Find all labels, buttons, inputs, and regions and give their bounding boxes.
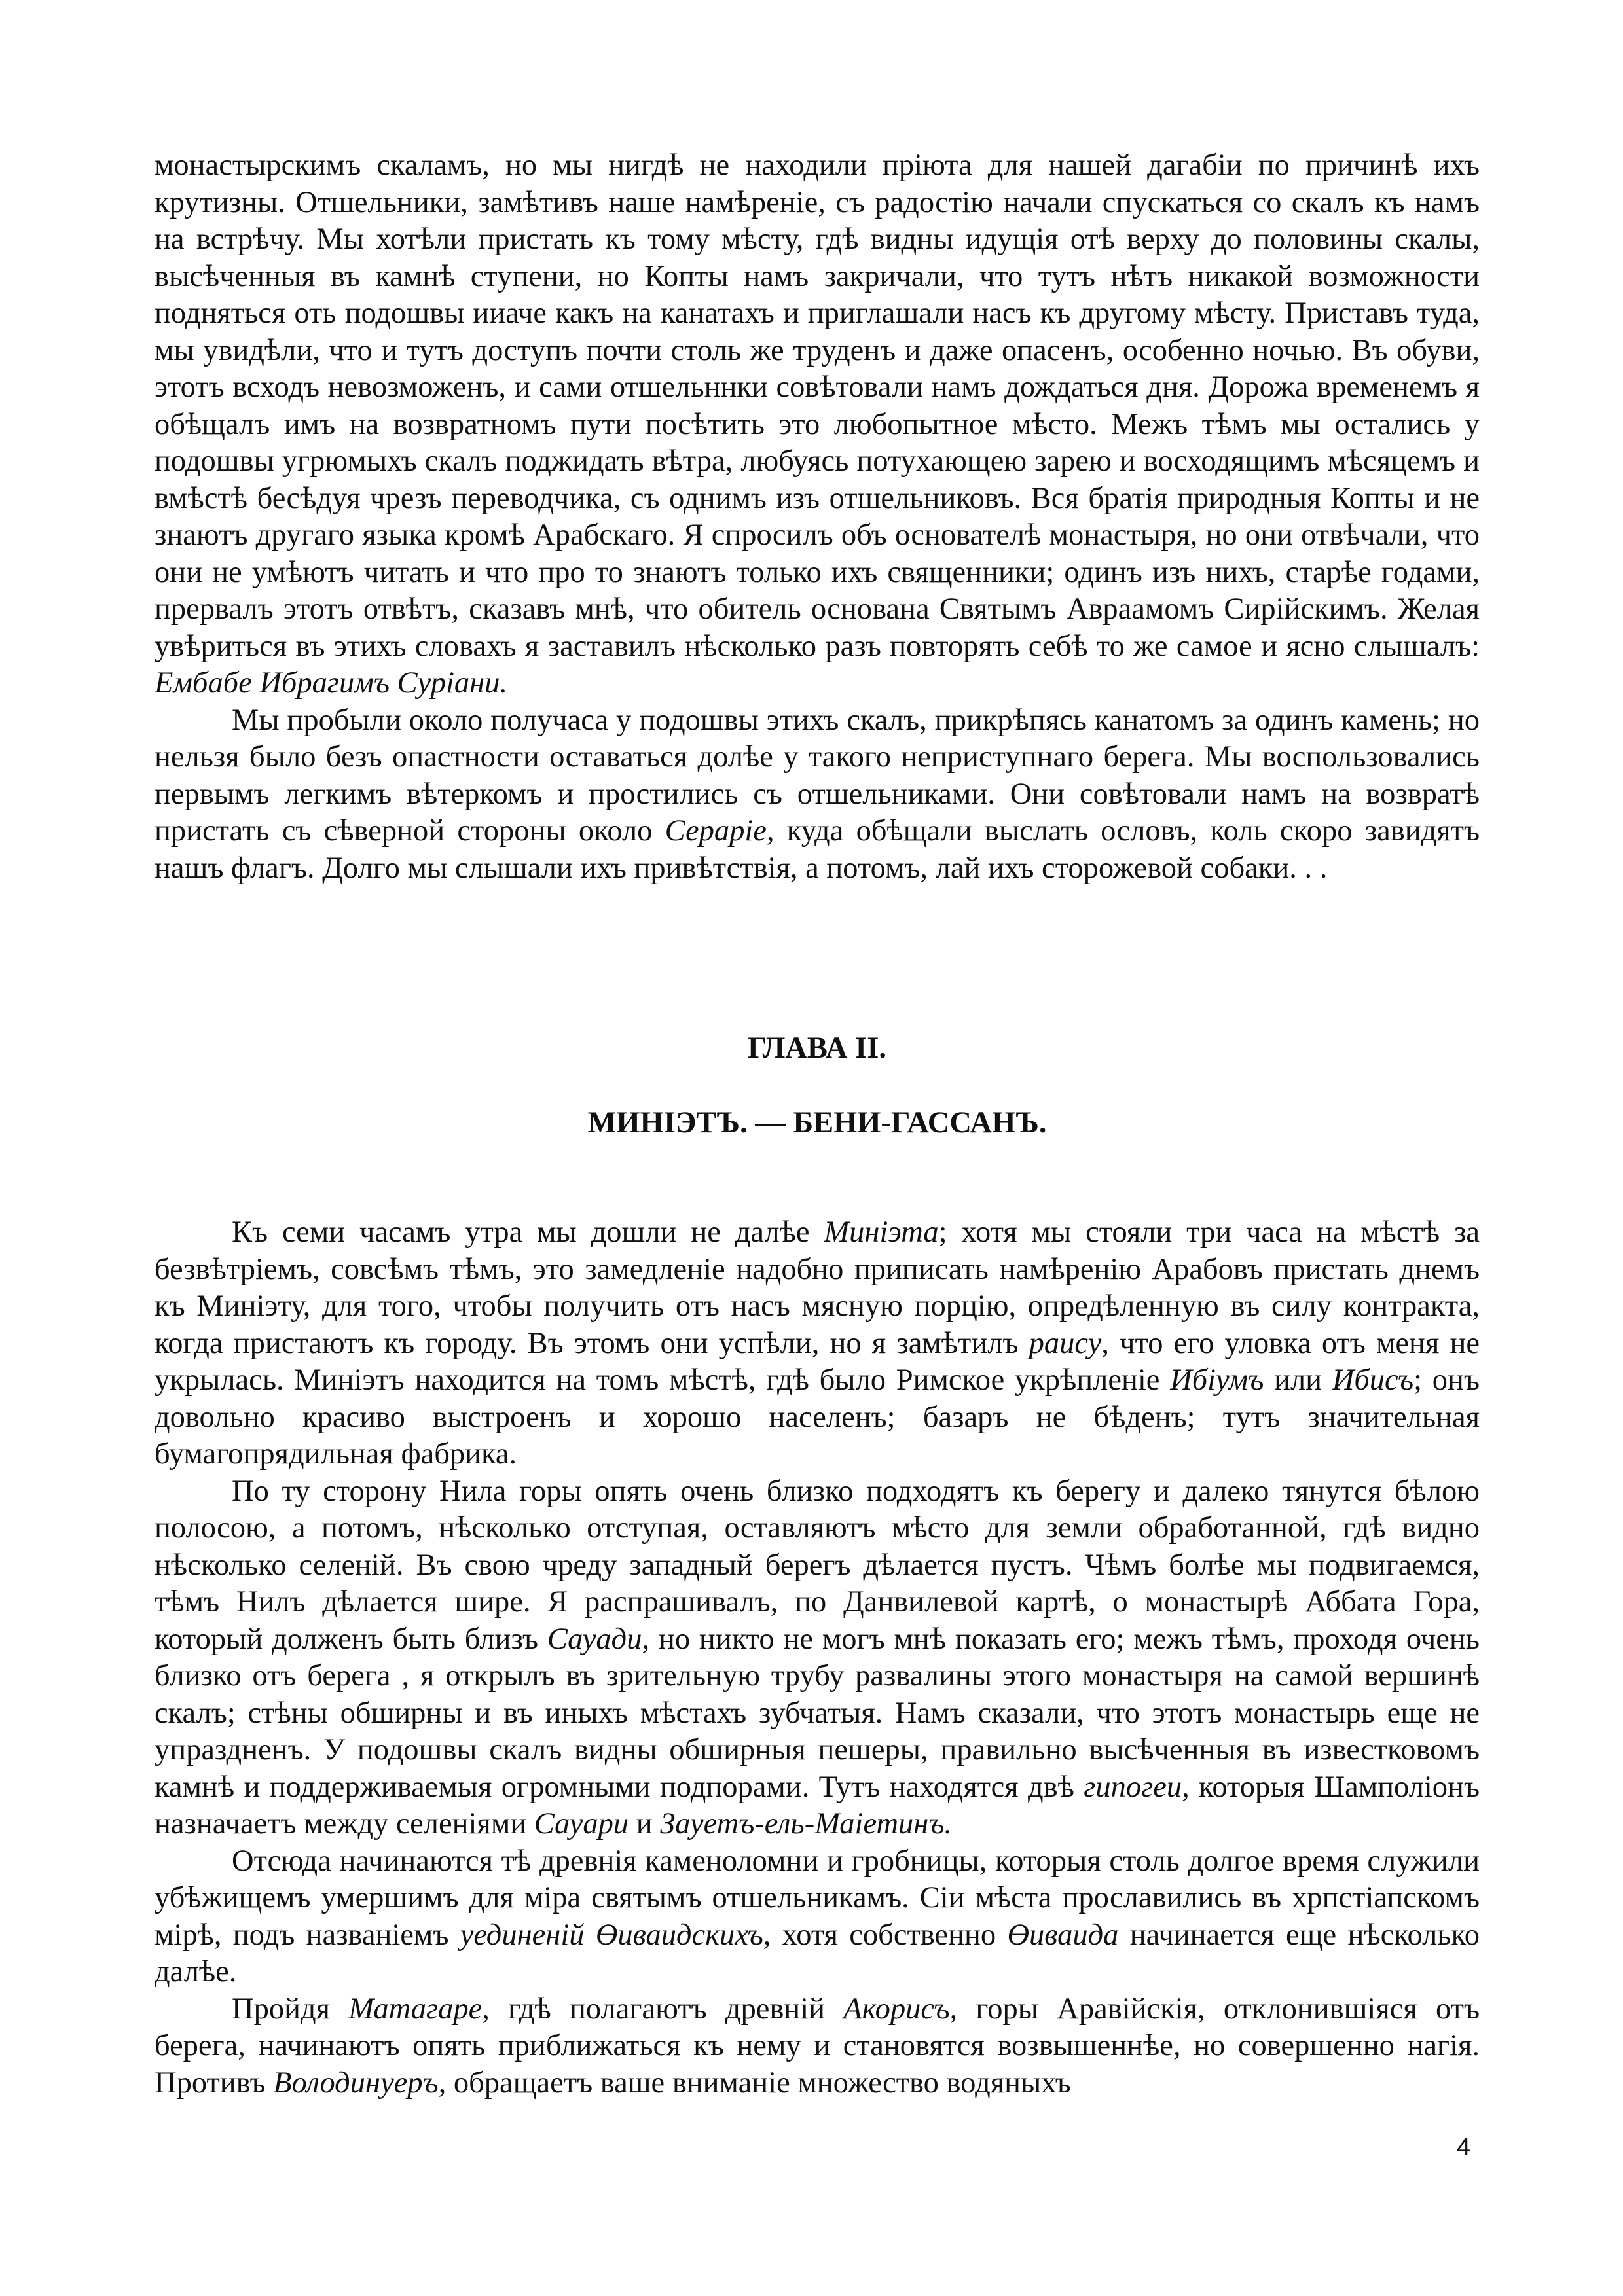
italic-text: раису [1029, 1326, 1102, 1360]
paragraph-quarries-tombs [155, 1843, 1480, 1991]
italic-text: Миніэта [824, 1215, 939, 1249]
text-run: начинается еще нѣсколько далѣе. [155, 1918, 1480, 1988]
text-run: По ту сторону Нила горы опять очень близко подходятъ къ берегу и далеко тянутся бѣлою полосою, а потомъ, нѣсколько отступая, оставляютъ мѣсто для земли обработанной, гдѣ видно нѣсколько селеній. Въ свою чреду западный берегъ дѣлается пустъ. Чѣмъ болѣе мы подвигаемся, тѣмъ Нилъ дѣлается шире. Я распрашивалъ, по Данвилевой картѣ, о монастырѣ Аббата Гора, который долженъ быть близъ [155, 1474, 1480, 1656]
paragraph-monastery-cliffs [155, 147, 1480, 702]
text-run: Къ семи часамъ утра мы дошли не далѣе [232, 1215, 824, 1249]
italic-text: Володинуеръ, [273, 2066, 447, 2100]
italic-text: Зауетъ-ель-Маіетинъ. [660, 1807, 953, 1840]
text-block-chapter [155, 1214, 1480, 2102]
page-number: 4 [1456, 2134, 1470, 2161]
text-run: куда обѣщали выслать ословъ, коль скоро завидятъ нашъ флагъ. Долго мы слышали ихъ привѣтствія, а потомъ, лай ихъ сторожевой собаки. . . [155, 814, 1480, 885]
paragraph-matagare [155, 1991, 1480, 2102]
text-run: Пройдя [232, 1992, 349, 2026]
text-run: ; онъ довольно красиво выстроенъ и хорошо населенъ; базаръ не бѣденъ; тутъ значительная бумагопрядильная фабрика. [155, 1363, 1480, 1471]
text-block-top [155, 147, 1480, 887]
text-run: Мы пробыли около получаса у подошвы этихъ скалъ, прикрѣпясь канатомъ за одинъ камень; но нельзя было безъ опастности оставаться долѣе у такого неприступнаго берега. Мы воспользовались первымъ легкимъ вѣтеркомъ и простились съ отшельниками. Они совѣтовали намъ на возвратѣ пристать съ сѣверной стороны около [155, 703, 1480, 848]
text-run: , что его уловка отъ меня не укрылась. Миніэтъ находится на томъ мѣстѣ, гдѣ было Римское укрѣпленіе [155, 1326, 1480, 1397]
italic-text: Сауари [534, 1807, 629, 1840]
chapter-title: ГЛАВА II. [748, 1031, 886, 1065]
italic-text: Өиваида [1007, 1918, 1119, 1952]
text-run: или [1264, 1363, 1332, 1397]
paragraph-minieh [155, 1214, 1480, 1473]
text-run: но никто не могъ мнѣ показать его; межъ тѣмъ, проходя очень близко отъ берега , я открылъ въ зрительную трубу развалины этого монастыря на самой вершинѣ скалъ; стѣны обширны и въ иныхъ мѣстахъ зубчатыя. Намъ сказали, что этотъ монастырь еще не упраздненъ. У подошвы скалъ видны обширныя пешеры, правильно высѣченныя въ известковомъ камнѣ и поддерживаемыя огромными подпорами. Тутъ находятся двѣ [155, 1622, 1480, 1804]
italic-text: Ибисъ [1332, 1363, 1414, 1397]
italic-text: уединеній Өиваидскихъ, [460, 1918, 771, 1952]
text-run: ; хотя мы стояли три часа на мѣстѣ за безвѣтріемъ, совсѣмъ тѣмъ, это замедленіе надобно приписать намѣренію Арабовъ пристать днемъ къ Миніэту, для того, чтобы получить отъ насъ мясную порцію, опредѣленную въ силу контракта, когда пристаютъ къ городу. Въ этомъ они успѣли, но я замѣтилъ [155, 1215, 1480, 1360]
italic-text: Ембабе Ибрагимъ Суріани. [155, 666, 508, 700]
italic-text: Акорисъ, [843, 1992, 958, 2026]
text-run: которыя Шамполіонъ назначаетъ между селеніями [155, 1770, 1480, 1840]
text-run: обращаетъ ваше вниманіе множество водяныхъ [446, 2066, 1071, 2100]
text-run: Отсюда начинаются тѣ древнія каменоломни и гробницы, которыя столь долгое время служили убѣжищемъ умершимъ для міра святымъ отшельникамъ. Сіи мѣста прославились въ хрпстіапскомъ мірѣ, подъ названіемъ [155, 1844, 1480, 1952]
paragraph-nile-mountains [155, 1473, 1480, 1843]
italic-text: Ибіумъ [1170, 1363, 1264, 1397]
italic-text: Серарie, [665, 814, 775, 848]
text-run: монастырскимъ скаламъ, но мы нигдѣ не находили пріюта для нашей дагабіи по причинѣ ихъ крутизны. Отшельники, замѣтивъ наше намѣреніе, съ радостію начали спускаться со скалъ къ намъ на встрѣчу. Мы хотѣли пристать къ тому мѣсту, гдѣ видны идущія отѣ верху до половины скалы, высѣченныя въ камнѣ ступени, но Копты намъ закричали, что тутъ нѣтъ никакой возможности подняться оть подошвы ииаче какъ на канатахъ и приглашали насъ къ другому мѣсту. Приставъ туда, мы увидѣли, что и тутъ доступъ почти столь же труденъ и даже опасенъ, особенно ночью. Въ обуви, этотъ всходъ невозможенъ, и сами отшельннки совѣтовали намъ дождаться дня. Дорожа временемъ я обѣщалъ имъ на возвратномъ пути посѣтить это любопытное мѣсто. Межъ тѣмъ мы остались у подошвы угрюмыхъ скалъ поджидать вѣтра, любуясь потухающею зарею и восходящимъ мѣсяцемъ и вмѣстѣ бесѣдуя чрезъ переводчика, съ однимъ изъ отшельниковъ. Вся братія природныя Копты и не знаютъ другаго языка кромѣ Арабскаго. Я спросилъ объ основателѣ монастыря, но они отвѣчали, что они не умѣютъ читать и что про то знаютъ только ихъ священники; одинъ изъ нихъ, старѣе годами, прервалъ этотъ отвѣтъ, сказавъ мнѣ, что обитель основана Святымъ Авраамомъ Сирійскимъ. Желая увѣриться въ этихъ словахъ я заставилъ нѣсколько разъ повторять себѣ то же самое и ясно слышалъ: [155, 149, 1480, 663]
italic-text: Сауади, [547, 1622, 650, 1656]
text-run: горы Аравійскія, отклонившіяся отъ берега, начинаютъ опять приближаться къ нему и становятся возвышеннѣе, но совершенно нагія. Противъ [155, 1992, 1480, 2100]
italic-text: Матагаре [348, 1992, 483, 2026]
text-run: , гдѣ полагаютъ древній [482, 1992, 844, 2026]
chapter-subtitle: МИНIЭТЪ. — БЕНИ-ГАССАНЪ. [587, 1106, 1047, 1139]
text-run: и [629, 1807, 661, 1840]
paragraph-hermits-farewell [155, 702, 1480, 888]
text-run: хотя собственно [771, 1918, 1008, 1952]
italic-text: гипогеи, [1084, 1770, 1190, 1804]
